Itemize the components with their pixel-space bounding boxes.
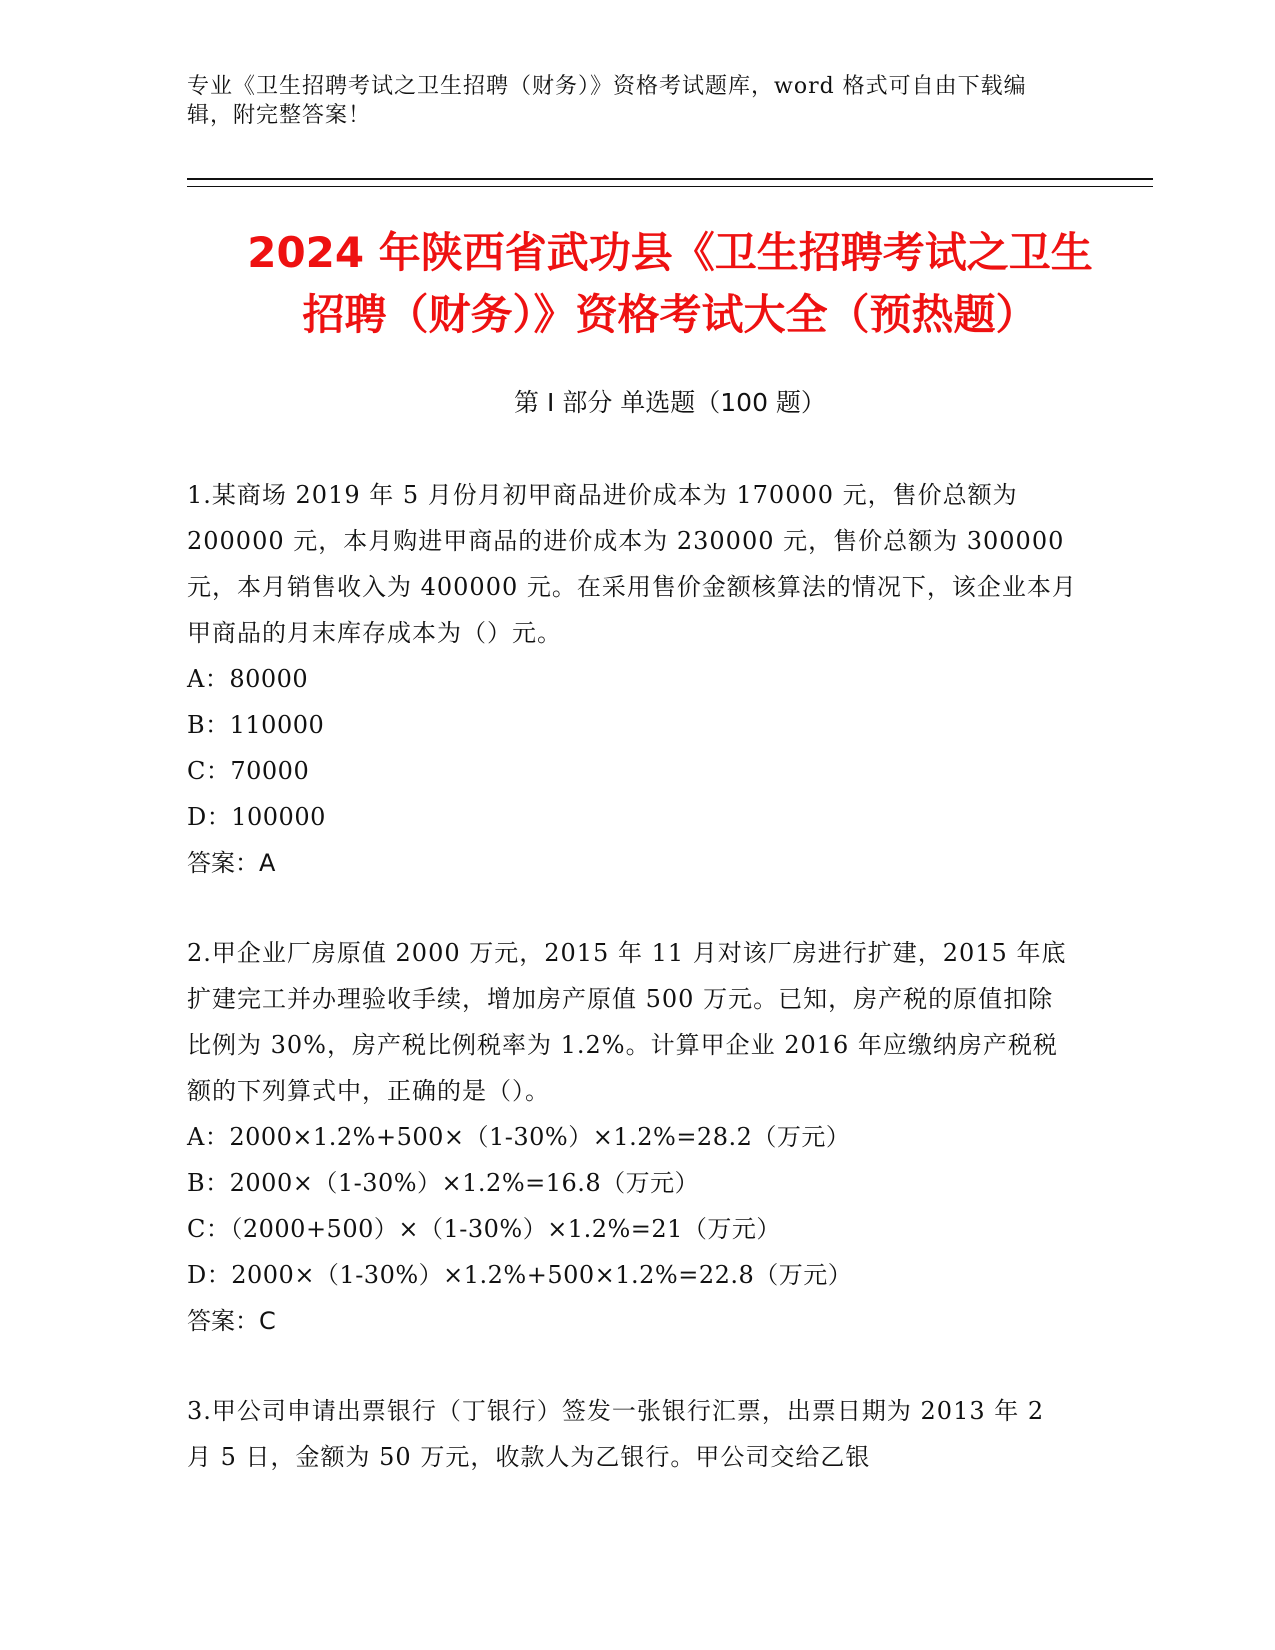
question-stem: 1.某商场 2019 年 5 月份月初甲商品进价成本为 170000 元，售价总额为 200000 元，本月购进甲商品的进价成本为 230000 元，售价总额为 300000 元，本月销售收入为 400000 元。在采用售价金额核算法的情况下，该企业本月甲商品的月末库存成本为（）元。 <box>187 481 1077 647</box>
question-stem: 3.甲公司申请出票银行（丁银行）签发一张银行汇票，出票日期为 2013 年 2 月 5 日，金额为 50 万元，收款人为乙银行。甲公司交给乙银 <box>187 1397 1045 1471</box>
option-c: C：70000 <box>187 757 310 785</box>
option-c: C：（2000+500）×（1-30%）×1.2%=21（万元） <box>187 1215 781 1243</box>
header-rule-thick <box>187 178 1153 180</box>
question-2 <box>187 930 1077 1344</box>
option-d: D：100000 <box>187 803 326 831</box>
header-note: 专业《卫生招聘考试之卫生招聘（财务）》资格考试题库，word 格式可自由下载编辑，附完整答案！ <box>187 74 1027 128</box>
option-d: D：2000×（1-30%）×1.2%+500×1.2%=22.8（万元） <box>187 1261 853 1289</box>
title-line-2: 招聘（财务）》资格考试大全（预热题） <box>302 290 1038 339</box>
option-a: A：80000 <box>187 665 309 693</box>
section-title: 第 I 部分 单选题（100 题） <box>514 388 826 417</box>
option-b: B：110000 <box>187 711 325 739</box>
page-title <box>187 222 1153 346</box>
answer: 答案：A <box>187 849 276 877</box>
question-stem: 2.甲企业厂房原值 2000 万元，2015 年 11 月对该厂房进行扩建，2015 年底扩建完工并办理验收手续，增加房产原值 500 万元。已知，房产税的原值扣除比例为 30%，房产税比例税率为 1.2%。计算甲企业 2016 年应缴纳房产税税额的下列算式中，正确的是（）。 <box>187 939 1067 1105</box>
question-1 <box>187 472 1077 886</box>
option-a: A：2000×1.2%+500×（1-30%）×1.2%=28.2（万元） <box>187 1123 851 1151</box>
question-3 <box>187 1388 1077 1480</box>
header-rule-thin <box>187 186 1153 187</box>
option-b: B：2000×（1-30%）×1.2%=16.8（万元） <box>187 1169 700 1197</box>
answer: 答案：C <box>187 1307 276 1335</box>
title-line-1: 2024 年陕西省武功县《卫生招聘考试之卫生 <box>247 228 1093 277</box>
